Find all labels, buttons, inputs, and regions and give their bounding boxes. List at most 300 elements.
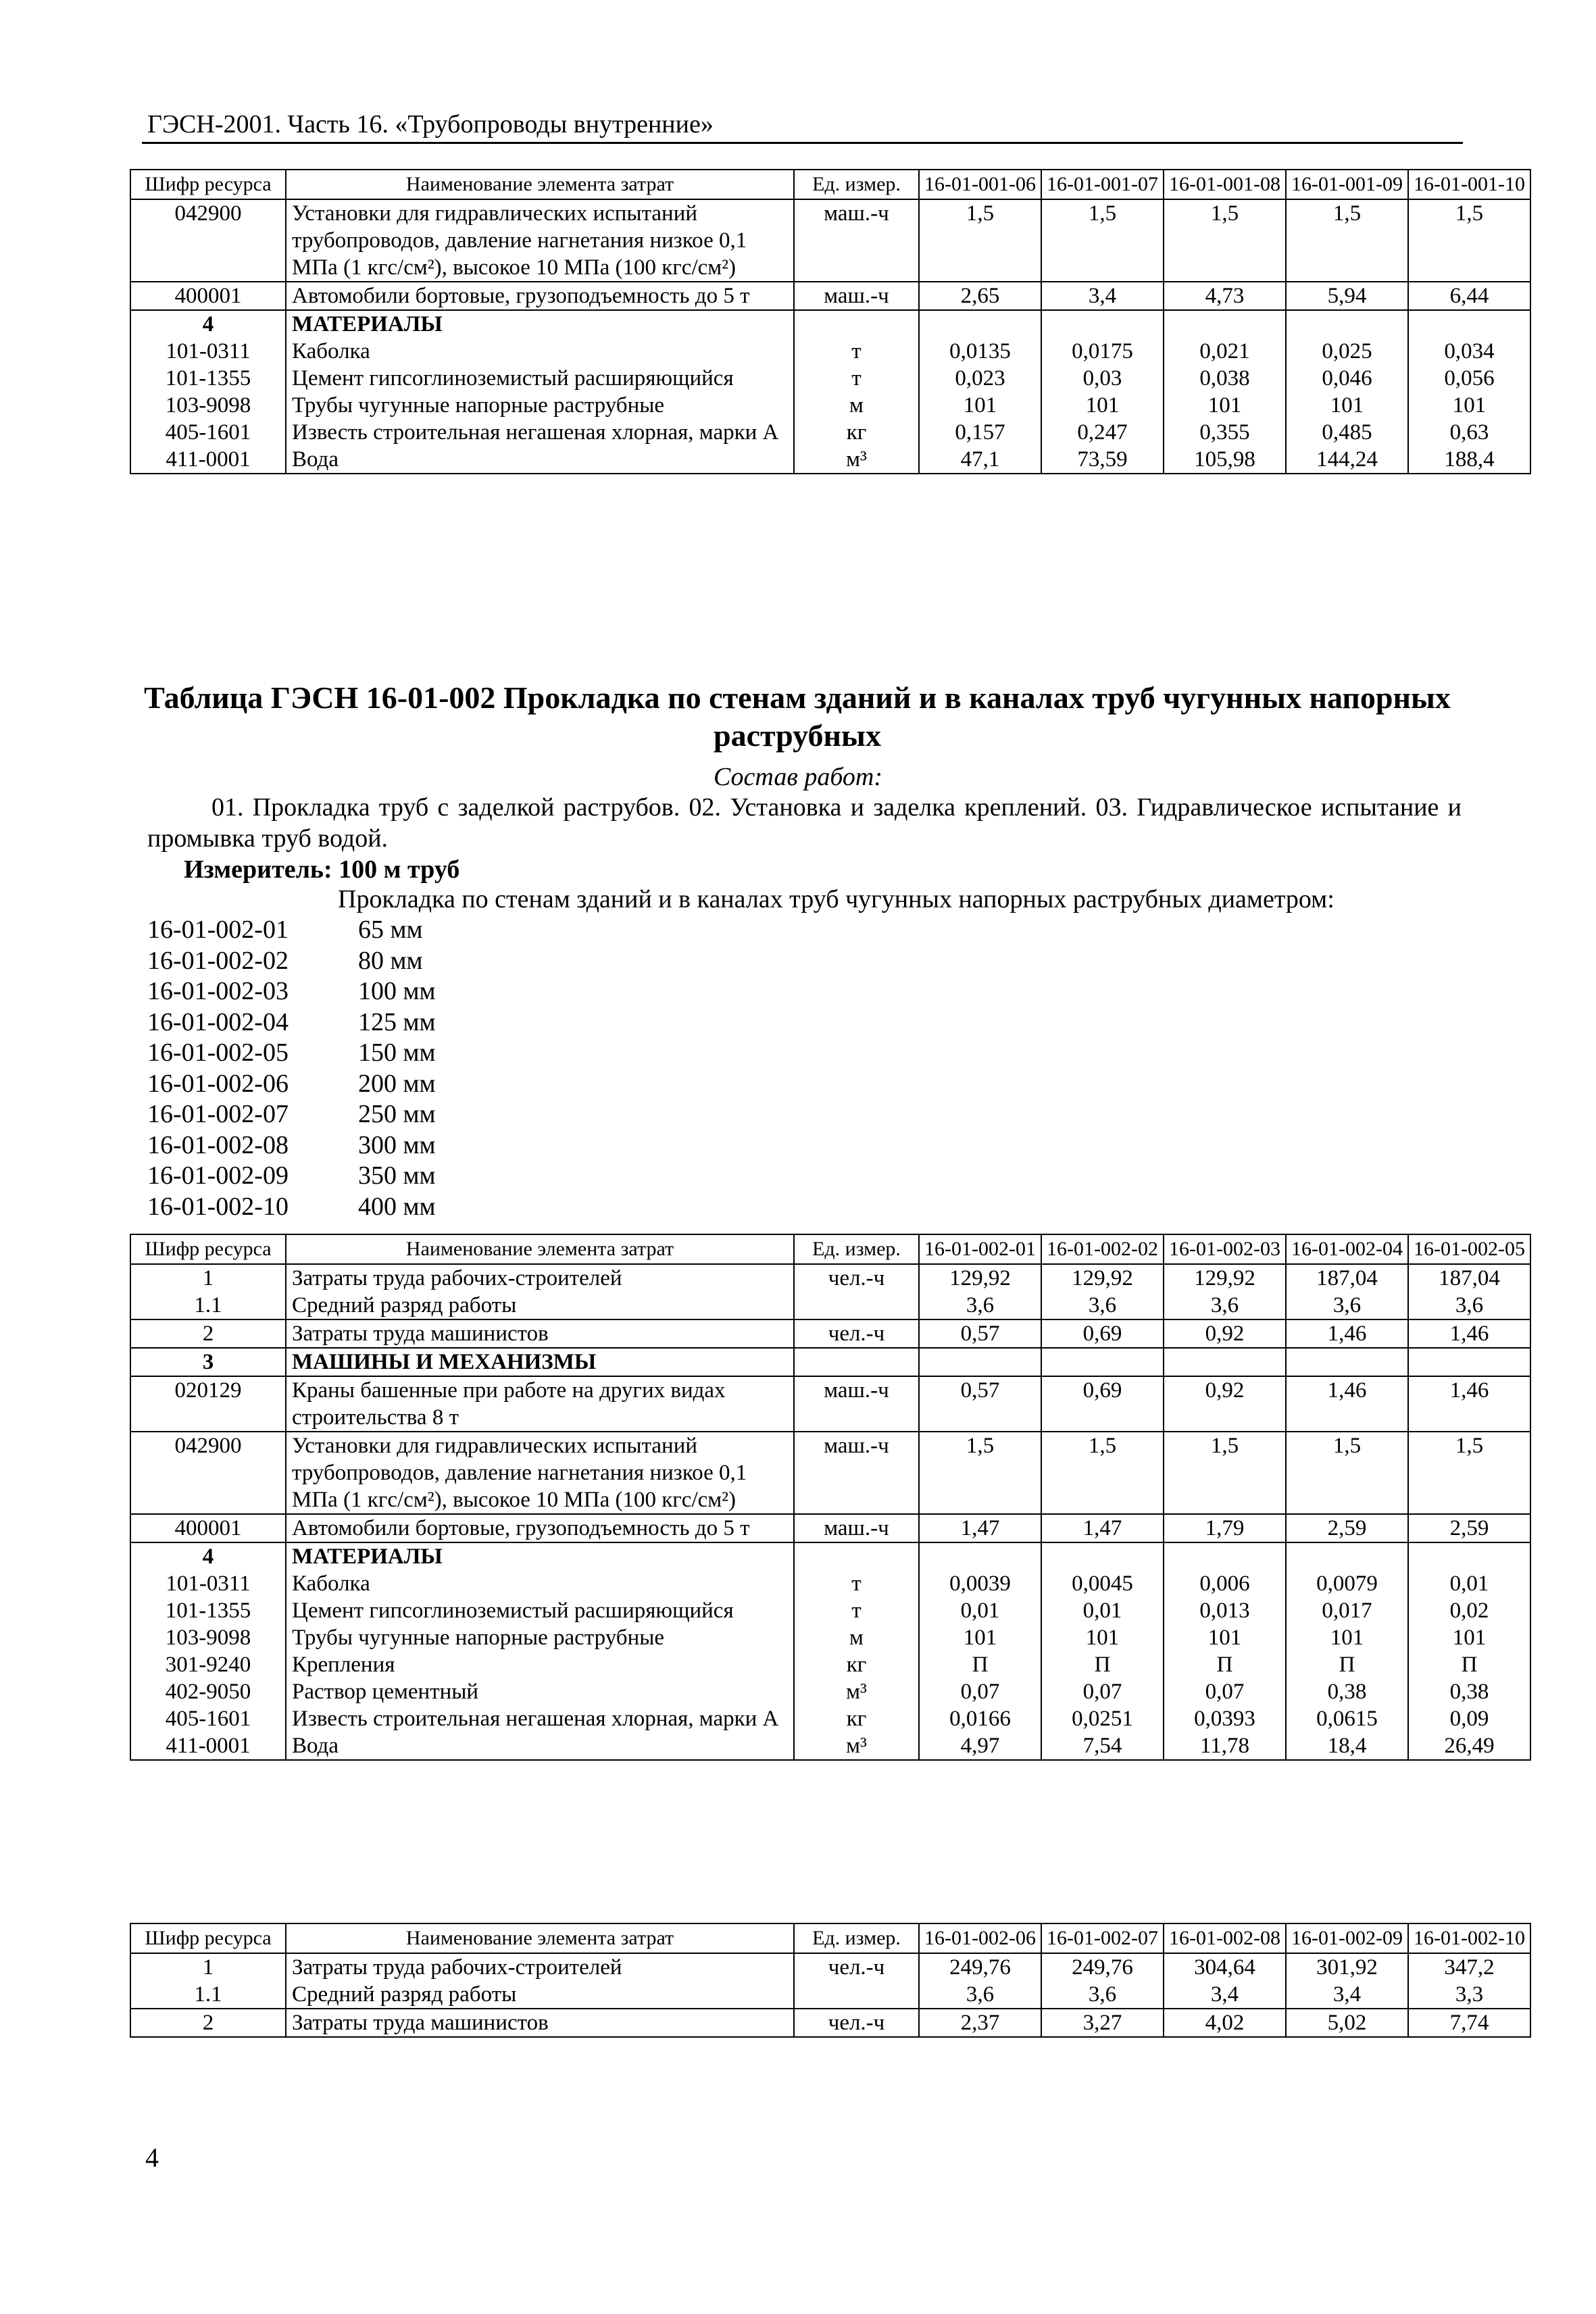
value-cell: 2,59 <box>1286 1514 1408 1542</box>
table-header <box>130 1923 1530 1953</box>
variant-code: 16-01-002-10 <box>147 1192 289 1221</box>
variant-item <box>147 976 436 1007</box>
unit-cell <box>794 310 919 338</box>
variant-code: 16-01-002-04 <box>147 1007 289 1036</box>
column-header-unit: Ед. измер. <box>794 1923 919 1953</box>
resource-code: 1.1 <box>130 1981 286 2009</box>
value-cell: 0,157 <box>919 419 1041 446</box>
resource-name: Цемент гипсоглиноземистый расширяющийся <box>286 365 794 392</box>
table-row <box>130 282 1530 310</box>
variant-diameter: 200 мм <box>358 1069 436 1098</box>
value-cell: 144,24 <box>1286 446 1408 474</box>
variant-diameter: 100 мм <box>358 977 436 1005</box>
resource-code: 301-9240 <box>130 1651 286 1678</box>
variant-item <box>147 946 436 977</box>
value-cell: 105,98 <box>1164 446 1286 474</box>
variant-diameter: 150 мм <box>358 1038 436 1067</box>
value-cell: 0,02 <box>1408 1597 1530 1624</box>
value-cell: 129,92 <box>919 1264 1041 1292</box>
value-cell: 1,47 <box>1041 1514 1164 1542</box>
value-cell: 249,76 <box>919 1953 1041 1981</box>
variant-code: 16-01-002-01 <box>147 915 289 944</box>
variant-code: 16-01-002-07 <box>147 1100 289 1128</box>
table-body <box>130 1264 1530 1760</box>
value-cell: 1,46 <box>1408 1319 1530 1348</box>
value-cell: 101 <box>1041 392 1164 419</box>
variant-item <box>147 1069 436 1100</box>
table-title: Таблица ГЭСН 16-01-002 Прокладка по стенам зданий и в каналах труб чугунных напорных раструбных <box>144 680 1451 753</box>
variant-item <box>147 1099 436 1130</box>
resource-code: 4 <box>130 1542 286 1570</box>
unit-cell: м³ <box>794 446 919 474</box>
value-cell: 1,5 <box>1164 1432 1286 1514</box>
value-cell: 1,5 <box>919 199 1041 282</box>
value-cell: 0,63 <box>1408 419 1530 446</box>
table-header <box>130 1234 1530 1264</box>
resource-name: Установки для гидравлических испытаний трубопроводов, давление нагнетания низкое 0,1 МПа (1 кгс/см²), высокое 10 МПа (100 кгс/см²) <box>286 1432 794 1514</box>
column-header-code: Шифр ресурса <box>130 170 286 199</box>
value-cell: 0,0175 <box>1041 338 1164 365</box>
value-cell: 0,57 <box>919 1319 1041 1348</box>
section-row <box>130 1348 1530 1376</box>
column-header-norm: 16-01-002-08 <box>1164 1923 1286 1953</box>
unit-cell: т <box>794 365 919 392</box>
value-cell: 3,4 <box>1041 282 1164 310</box>
resource-name: Известь строительная негашеная хлорная, марки А <box>286 419 794 446</box>
value-cell <box>1164 310 1286 338</box>
section-row <box>130 1542 1530 1570</box>
value-cell <box>1286 1348 1408 1376</box>
value-cell: 26,49 <box>1408 1732 1530 1760</box>
value-cell: 0,69 <box>1041 1319 1164 1348</box>
value-cell: 304,64 <box>1164 1953 1286 1981</box>
resource-name: Краны башенные при работе на других видах строительства 8 т <box>286 1376 794 1432</box>
resource-code: 1 <box>130 1953 286 1981</box>
resource-code: 411-0001 <box>130 1732 286 1760</box>
value-cell <box>1408 310 1530 338</box>
value-cell: 1,5 <box>1164 199 1286 282</box>
resource-name: Средний разряд работы <box>286 1981 794 2009</box>
resource-name: Установки для гидравлических испытаний трубопроводов, давление нагнетания низкое 0,1 МПа (1 кгс/см²), высокое 10 МПа (100 кгс/см²) <box>286 199 794 282</box>
variant-code: 16-01-002-08 <box>147 1130 289 1159</box>
column-header-code: Шифр ресурса <box>130 1234 286 1264</box>
value-cell <box>919 1348 1041 1376</box>
value-cell: 101 <box>919 1624 1041 1651</box>
column-header-norm: 16-01-002-03 <box>1164 1234 1286 1264</box>
value-cell: 0,355 <box>1164 419 1286 446</box>
value-cell <box>1286 310 1408 338</box>
resource-name: Известь строительная негашеная хлорная, марки А <box>286 1705 794 1732</box>
value-cell: 2,65 <box>919 282 1041 310</box>
value-cell <box>919 1542 1041 1570</box>
resource-code: 103-9098 <box>130 1624 286 1651</box>
value-cell <box>1408 1348 1530 1376</box>
value-cell: 4,73 <box>1164 282 1286 310</box>
resource-name: Трубы чугунные напорные раструбные <box>286 1624 794 1651</box>
value-cell: 1,5 <box>1408 1432 1530 1514</box>
value-cell: 129,92 <box>1164 1264 1286 1292</box>
value-cell: 187,04 <box>1408 1264 1530 1292</box>
column-header-norm: 16-01-001-10 <box>1408 170 1530 199</box>
column-header-unit: Ед. измер. <box>794 1234 919 1264</box>
unit-cell <box>794 1542 919 1570</box>
resource-name: Вода <box>286 1732 794 1760</box>
resource-code: 400001 <box>130 1514 286 1542</box>
unit-cell <box>794 1981 919 2009</box>
variant-item <box>147 1130 436 1161</box>
unit-cell: кг <box>794 419 919 446</box>
resource-name: Крепления <box>286 1651 794 1678</box>
column-header-name: Наименование элемента затрат <box>286 170 794 199</box>
value-cell <box>1041 310 1164 338</box>
value-cell: 0,07 <box>1041 1678 1164 1705</box>
value-cell: 0,017 <box>1286 1597 1408 1624</box>
column-header-norm: 16-01-002-02 <box>1041 1234 1164 1264</box>
value-cell: 5,94 <box>1286 282 1408 310</box>
resource-name: Каболка <box>286 1570 794 1597</box>
value-cell: 0,038 <box>1164 365 1286 392</box>
resource-name: Цемент гипсоглиноземистый расширяющийся <box>286 1597 794 1624</box>
unit-cell: маш.-ч <box>794 1432 919 1514</box>
value-cell: 3,27 <box>1041 2009 1164 2037</box>
resource-name: Вода <box>286 446 794 474</box>
value-cell: 0,38 <box>1408 1678 1530 1705</box>
value-cell: 0,485 <box>1286 419 1408 446</box>
resource-code: 020129 <box>130 1376 286 1432</box>
resource-code: 3 <box>130 1348 286 1376</box>
value-cell: 7,74 <box>1408 2009 1530 2037</box>
value-cell: 0,0079 <box>1286 1570 1408 1597</box>
table-row <box>130 1514 1530 1542</box>
value-cell: 3,6 <box>1164 1292 1286 1319</box>
value-cell: 0,006 <box>1164 1570 1286 1597</box>
table-row <box>130 1705 1530 1732</box>
table-row <box>130 1953 1530 1981</box>
value-cell: 3,6 <box>1286 1292 1408 1319</box>
variant-diameter: 80 мм <box>358 946 423 975</box>
value-cell: 0,92 <box>1164 1376 1286 1432</box>
value-cell: 3,6 <box>919 1292 1041 1319</box>
value-cell: 6,44 <box>1408 282 1530 310</box>
table-row <box>130 1732 1530 1760</box>
resource-name: МАТЕРИАЛЫ <box>286 310 794 338</box>
value-cell: 1,79 <box>1164 1514 1286 1542</box>
value-cell: 3,6 <box>919 1981 1041 2009</box>
value-cell: 1,46 <box>1286 1376 1408 1432</box>
table-row <box>130 1292 1530 1319</box>
value-cell: 249,76 <box>1041 1953 1164 1981</box>
value-cell <box>1041 1348 1164 1376</box>
value-cell: 0,0166 <box>919 1705 1041 1732</box>
value-cell: 3,6 <box>1041 1292 1164 1319</box>
value-cell: 0,023 <box>919 365 1041 392</box>
column-header-norm: 16-01-002-04 <box>1286 1234 1408 1264</box>
running-header: ГЭСН-2001. Часть 16. «Трубопроводы внутренние» <box>147 110 714 139</box>
variant-diameter: 300 мм <box>358 1130 436 1159</box>
variant-code: 16-01-002-05 <box>147 1038 289 1067</box>
table-row <box>130 1432 1530 1514</box>
value-cell: 0,03 <box>1041 365 1164 392</box>
resource-code: 2 <box>130 1319 286 1348</box>
value-cell: 1,5 <box>1286 1432 1408 1514</box>
table-row <box>130 446 1530 474</box>
table-row <box>130 1264 1530 1292</box>
variant-list <box>147 915 436 1222</box>
resource-code: 103-9098 <box>130 392 286 419</box>
table-row <box>130 2009 1530 2037</box>
resource-name: Раствор цементный <box>286 1678 794 1705</box>
unit-cell: маш.-ч <box>794 1376 919 1432</box>
variant-diameter: 350 мм <box>358 1161 436 1190</box>
value-cell: 101 <box>1408 1624 1530 1651</box>
table-row <box>130 419 1530 446</box>
column-header-norm: 16-01-002-06 <box>919 1923 1041 1953</box>
unit-cell: м³ <box>794 1732 919 1760</box>
value-cell: 0,0045 <box>1041 1570 1164 1597</box>
resource-name: Затраты труда рабочих-строителей <box>286 1953 794 1981</box>
table-row <box>130 1678 1530 1705</box>
table-row <box>130 392 1530 419</box>
resource-name: МАТЕРИАЛЫ <box>286 1542 794 1570</box>
unit-cell <box>794 1292 919 1319</box>
value-cell: 3,4 <box>1286 1981 1408 2009</box>
resource-table-2 <box>130 1234 1531 1761</box>
column-header-unit: Ед. измер. <box>794 170 919 199</box>
resource-code: 1.1 <box>130 1292 286 1319</box>
resource-code: 101-1355 <box>130 365 286 392</box>
column-header-norm: 16-01-002-10 <box>1408 1923 1530 1953</box>
value-cell: П <box>1041 1651 1164 1678</box>
value-cell: 0,013 <box>1164 1597 1286 1624</box>
value-cell: 0,0615 <box>1286 1705 1408 1732</box>
resource-code: 4 <box>130 310 286 338</box>
value-cell: П <box>1286 1651 1408 1678</box>
unit-cell <box>794 1348 919 1376</box>
variant-code: 16-01-002-02 <box>147 946 289 975</box>
variant-item <box>147 1161 436 1192</box>
value-cell: 1,5 <box>1286 199 1408 282</box>
resource-table-3 <box>130 1923 1531 2038</box>
resource-code: 101-0311 <box>130 338 286 365</box>
resource-code: 402-9050 <box>130 1678 286 1705</box>
resource-name: Трубы чугунные напорные раструбные <box>286 392 794 419</box>
unit-cell: м <box>794 392 919 419</box>
resource-table-1 <box>130 169 1531 474</box>
work-composition-text: 01. Прокладка труб с заделкой раструбов. 02. Установка и заделка креплений. 03. Гидравлическое испытание и промывка труб водой. <box>147 793 1462 853</box>
table-row <box>130 199 1530 282</box>
value-cell: 3,3 <box>1408 1981 1530 2009</box>
value-cell: 0,046 <box>1286 365 1408 392</box>
resource-code: 1 <box>130 1264 286 1292</box>
value-cell: 0,247 <box>1041 419 1164 446</box>
value-cell: 18,4 <box>1286 1732 1408 1760</box>
resource-name: Затраты труда машинистов <box>286 2009 794 2037</box>
table-row <box>130 365 1530 392</box>
unit-cell: м³ <box>794 1678 919 1705</box>
unit-cell: маш.-ч <box>794 1514 919 1542</box>
value-cell: 0,92 <box>1164 1319 1286 1348</box>
unit-cell: чел.-ч <box>794 1953 919 1981</box>
unit-cell: кг <box>794 1705 919 1732</box>
header-row <box>130 170 1530 199</box>
resource-name: МАШИНЫ И МЕХАНИЗМЫ <box>286 1348 794 1376</box>
value-cell: 0,034 <box>1408 338 1530 365</box>
resource-code: 101-0311 <box>130 1570 286 1597</box>
header-rule <box>142 142 1463 144</box>
unit-cell: маш.-ч <box>794 199 919 282</box>
value-cell: 0,07 <box>919 1678 1041 1705</box>
table-row <box>130 1597 1530 1624</box>
value-cell: 101 <box>1164 392 1286 419</box>
header-row <box>130 1234 1530 1264</box>
meter-line: Измеритель: 100 м труб <box>184 855 460 884</box>
variant-code: 16-01-002-06 <box>147 1069 289 1098</box>
column-header-norm: 16-01-001-09 <box>1286 170 1408 199</box>
value-cell <box>1286 1542 1408 1570</box>
resource-name: Автомобили бортовые, грузоподъемность до 5 т <box>286 1514 794 1542</box>
resource-code: 405-1601 <box>130 1705 286 1732</box>
value-cell: 101 <box>1164 1624 1286 1651</box>
value-cell: 0,57 <box>919 1376 1041 1432</box>
resource-code: 042900 <box>130 1432 286 1514</box>
value-cell: 0,09 <box>1408 1705 1530 1732</box>
column-header-norm: 16-01-002-09 <box>1286 1923 1408 1953</box>
value-cell: П <box>1408 1651 1530 1678</box>
column-header-norm: 16-01-002-07 <box>1041 1923 1164 1953</box>
table-body <box>130 199 1530 474</box>
value-cell: 187,04 <box>1286 1264 1408 1292</box>
value-cell: 0,025 <box>1286 338 1408 365</box>
unit-cell: м <box>794 1624 919 1651</box>
unit-cell: чел.-ч <box>794 2009 919 2037</box>
resource-name: Затраты труда машинистов <box>286 1319 794 1348</box>
value-cell: 0,056 <box>1408 365 1530 392</box>
value-cell: 101 <box>1286 392 1408 419</box>
value-cell: 47,1 <box>919 446 1041 474</box>
resource-name: Каболка <box>286 338 794 365</box>
value-cell <box>1408 1542 1530 1570</box>
table-row <box>130 338 1530 365</box>
table-header <box>130 170 1530 199</box>
resource-name: Затраты труда рабочих-строителей <box>286 1264 794 1292</box>
value-cell: 3,4 <box>1164 1981 1286 2009</box>
unit-cell: кг <box>794 1651 919 1678</box>
column-header-name: Наименование элемента затрат <box>286 1923 794 1953</box>
variant-item <box>147 1038 436 1069</box>
table-row <box>130 1981 1530 2009</box>
value-cell: 73,59 <box>1041 446 1164 474</box>
page-number: 4 <box>145 2142 159 2173</box>
value-cell: 4,97 <box>919 1732 1041 1760</box>
unit-cell: чел.-ч <box>794 1319 919 1348</box>
table-row <box>130 1319 1530 1348</box>
value-cell: 101 <box>1041 1624 1164 1651</box>
variant-item <box>147 915 436 946</box>
unit-cell: маш.-ч <box>794 282 919 310</box>
value-cell: 0,69 <box>1041 1376 1164 1432</box>
column-header-norm: 16-01-001-06 <box>919 170 1041 199</box>
value-cell: 0,01 <box>919 1597 1041 1624</box>
table-row <box>130 1651 1530 1678</box>
variant-diameter: 250 мм <box>358 1100 436 1128</box>
column-header-norm: 16-01-002-01 <box>919 1234 1041 1264</box>
resource-code: 411-0001 <box>130 446 286 474</box>
value-cell: 11,78 <box>1164 1732 1286 1760</box>
value-cell: 4,02 <box>1164 2009 1286 2037</box>
value-cell: 0,021 <box>1164 338 1286 365</box>
variant-diameter: 65 мм <box>358 915 423 944</box>
header-row <box>130 1923 1530 1953</box>
value-cell: 101 <box>919 392 1041 419</box>
value-cell: 129,92 <box>1041 1264 1164 1292</box>
value-cell <box>1041 1542 1164 1570</box>
variant-item <box>147 1192 436 1223</box>
value-cell: 1,5 <box>1041 1432 1164 1514</box>
table-row <box>130 1624 1530 1651</box>
unit-cell: чел.-ч <box>794 1264 919 1292</box>
work-composition-subtitle: Состав работ: <box>713 763 883 791</box>
value-cell: 347,2 <box>1408 1953 1530 1981</box>
variant-code: 16-01-002-03 <box>147 977 289 1005</box>
table-body <box>130 1953 1530 2037</box>
resource-code: 400001 <box>130 282 286 310</box>
value-cell: 0,0039 <box>919 1570 1041 1597</box>
resource-name: Автомобили бортовые, грузоподъемность до 5 т <box>286 282 794 310</box>
value-cell: 2,59 <box>1408 1514 1530 1542</box>
column-header-norm: 16-01-001-08 <box>1164 170 1286 199</box>
section-row <box>130 310 1530 338</box>
value-cell: П <box>1164 1651 1286 1678</box>
variant-code: 16-01-002-09 <box>147 1161 289 1190</box>
value-cell: 0,0135 <box>919 338 1041 365</box>
value-cell: 0,01 <box>1041 1597 1164 1624</box>
value-cell: 1,5 <box>1408 199 1530 282</box>
unit-cell: т <box>794 1570 919 1597</box>
table-row <box>130 1376 1530 1432</box>
value-cell: 0,0393 <box>1164 1705 1286 1732</box>
resource-code: 405-1601 <box>130 419 286 446</box>
value-cell: 3,6 <box>1041 1981 1164 2009</box>
value-cell: 301,92 <box>1286 1953 1408 1981</box>
value-cell: 101 <box>1286 1624 1408 1651</box>
value-cell <box>1164 1348 1286 1376</box>
value-cell: 0,0251 <box>1041 1705 1164 1732</box>
value-cell: 101 <box>1408 392 1530 419</box>
value-cell <box>1164 1542 1286 1570</box>
variants-intro: Прокладка по стенам зданий и в каналах труб чугунных напорных раструбных диаметром: <box>338 885 1335 913</box>
variant-item <box>147 1007 436 1038</box>
value-cell: 2,37 <box>919 2009 1041 2037</box>
resource-code: 042900 <box>130 199 286 282</box>
value-cell <box>919 310 1041 338</box>
column-header-norm: 16-01-002-05 <box>1408 1234 1530 1264</box>
value-cell: 0,01 <box>1408 1570 1530 1597</box>
column-header-name: Наименование элемента затрат <box>286 1234 794 1264</box>
resource-code: 2 <box>130 2009 286 2037</box>
resource-code: 101-1355 <box>130 1597 286 1624</box>
column-header-norm: 16-01-001-07 <box>1041 170 1164 199</box>
value-cell: 0,38 <box>1286 1678 1408 1705</box>
value-cell: 1,46 <box>1286 1319 1408 1348</box>
value-cell: 0,07 <box>1164 1678 1286 1705</box>
value-cell: 7,54 <box>1041 1732 1164 1760</box>
variant-diameter: 125 мм <box>358 1007 436 1036</box>
variant-diameter: 400 мм <box>358 1192 436 1221</box>
resource-name: Средний разряд работы <box>286 1292 794 1319</box>
value-cell: П <box>919 1651 1041 1678</box>
value-cell: 1,5 <box>919 1432 1041 1514</box>
column-header-code: Шифр ресурса <box>130 1923 286 1953</box>
